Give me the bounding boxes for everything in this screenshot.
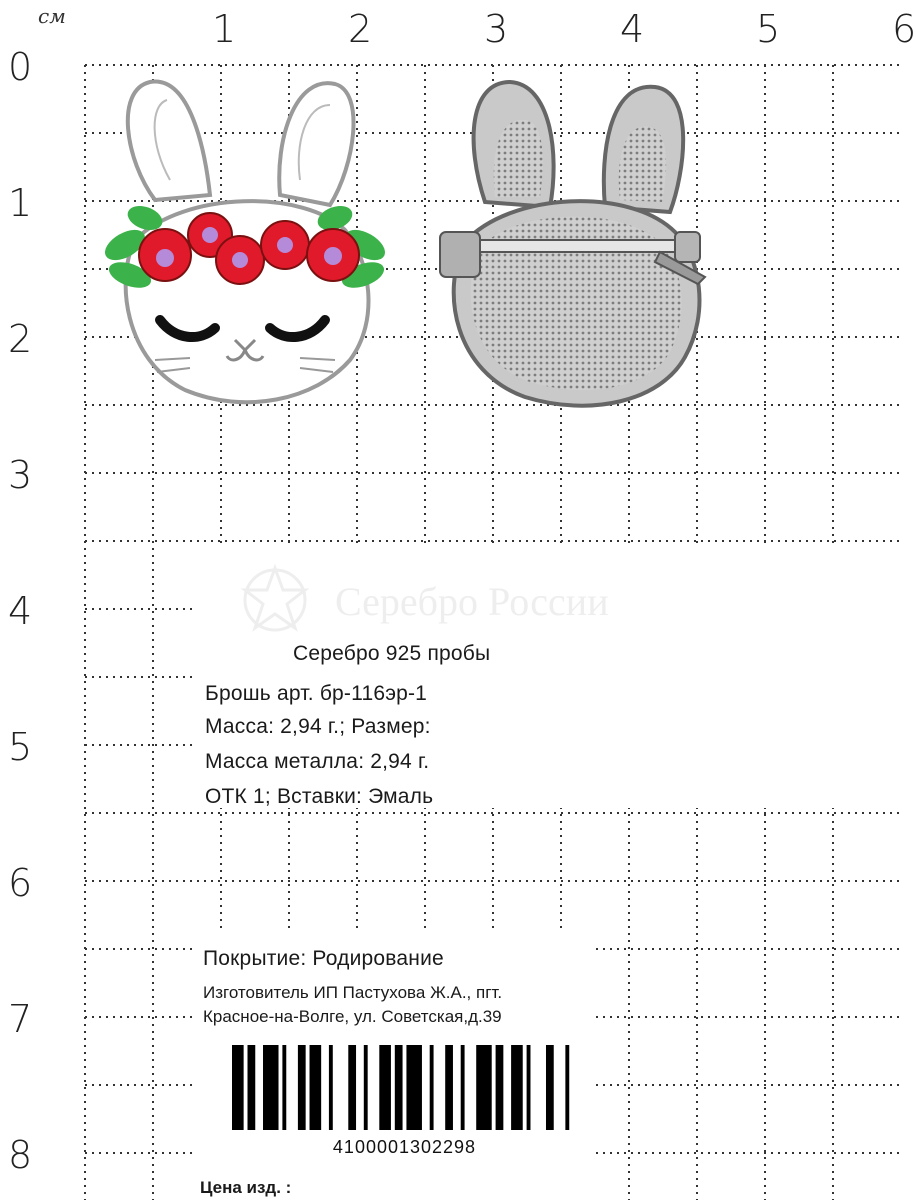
barcode-number: 4100001302298 <box>332 1137 477 1157</box>
barcode-bar <box>232 1045 244 1130</box>
barcode-bar <box>282 1045 286 1130</box>
ruler-y-tick: 4 <box>8 589 33 633</box>
ruler-y-tick: 0 <box>8 45 33 89</box>
label-line-coating: Покрытие: Родирование <box>203 947 444 970</box>
label-line-metal-weight: Масса металла: 2,94 г. <box>205 750 430 773</box>
ruler-y-tick: 3 <box>8 453 33 497</box>
barcode-bar <box>546 1045 554 1130</box>
barcode-bar <box>527 1045 531 1130</box>
ruler-x-tick: 3 <box>484 7 509 51</box>
barcode-bar <box>461 1045 465 1130</box>
label-line-weight-size: Масса: 2,94 г.; Размер: <box>205 715 431 738</box>
barcode-bar <box>430 1045 434 1130</box>
ruler-x-tick: 5 <box>756 7 781 51</box>
watermark <box>235 560 705 640</box>
brooch-back-image <box>430 72 720 412</box>
label-line-manufacturer: Изготовитель ИП Пастухова Ж.А., пгт. <box>203 983 503 1002</box>
barcode-bar <box>348 1045 356 1130</box>
label-line-price: Цена изд. : <box>200 1178 292 1197</box>
barcode-bar <box>395 1045 403 1130</box>
barcode-bar <box>406 1045 422 1130</box>
ruler-x-tick: 2 <box>348 7 373 51</box>
barcode-bar <box>329 1045 333 1130</box>
barcode-bar <box>298 1045 306 1130</box>
watermark-logo-icon <box>245 568 305 630</box>
barcode-bar <box>565 1045 569 1130</box>
barcode-bar <box>364 1045 368 1130</box>
ruler-x-tick: 6 <box>892 7 916 51</box>
watermark-text: Серебро России <box>335 579 609 624</box>
barcode-bar <box>263 1045 279 1130</box>
ruler-y-tick: 2 <box>8 317 33 361</box>
barcode-bar <box>476 1045 492 1130</box>
label-line-fineness: Серебро 925 пробы <box>293 642 491 665</box>
label-line-address: Красное-на-Волге, ул. Советская,д.39 <box>203 1007 502 1026</box>
label-line-article: Брошь арт. бр-116эр-1 <box>205 682 428 705</box>
label-line-inserts: ОТК 1; Вставки: Эмаль <box>205 785 434 808</box>
barcode-bar <box>511 1045 523 1130</box>
ruler-unit-label: см <box>38 4 66 28</box>
barcode <box>232 1045 577 1130</box>
barcode-bar <box>248 1045 256 1130</box>
barcode-bar <box>310 1045 322 1130</box>
brooch-front-image <box>95 70 395 420</box>
ruler-x-tick: 4 <box>620 7 645 51</box>
ruler-y-tick: 5 <box>8 725 33 769</box>
barcode-bar <box>445 1045 453 1130</box>
ruler-y-tick: 7 <box>8 997 33 1041</box>
barcode-bar <box>496 1045 504 1130</box>
ruler-x-tick: 1 <box>212 7 237 51</box>
ruler-y-tick: 6 <box>8 861 33 905</box>
barcode-bar <box>379 1045 391 1130</box>
ruler-y-tick: 8 <box>8 1133 33 1177</box>
ruler-y-tick: 1 <box>8 181 33 225</box>
